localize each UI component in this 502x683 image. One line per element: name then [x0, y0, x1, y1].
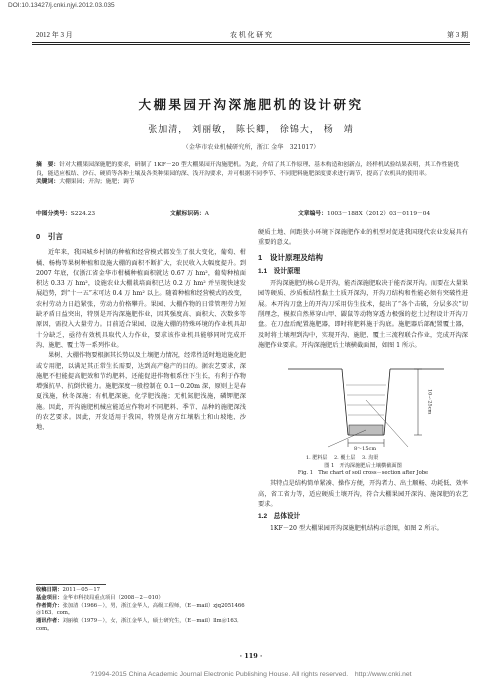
design-principle-paragraph: 开沟深施肥的核心是开沟，能否深施肥取决于能否深开沟。而要在大量果园等硬质、沙质板结性黏土土质开深沟，开沟刀结构和性能必须有突破性进展。本开沟刀盘上的开沟刀采用仿生技术，提出了“各个击破，分层多次”切削理念，模拟自然界穿山甲、鼹鼠等动物穿透力极强的挖土过程设计开沟刀盘。在刀盘后配置施肥器，即时将肥料施于沟底。施肥器后部配置覆土器，及时将土壤埋到沟中，实现开沟、施肥、覆土三流程联合作业，完成开沟深施肥作业要求。开沟深施肥后土壤横截面图，如图 1 所示。	[258, 280, 468, 349]
article-number	[298, 208, 430, 217]
intro-paragraph-2: 果树、大棚作物要根据其长势以及土壤肥力情况，经常性适时地追施化肥或专用肥，以满足其正常生长需要，达到高产稳产的目的。据农艺要求，深施肥不但能提高肥效和节约肥料，还能促进作物根系往下生长，有利于作物增强抗旱、抗倒伏能力。施肥深度一般控制在 0.1～0.20m 深，原则上是春夏浅施，秋冬深施；有机肥深施，化学肥浅施；无机氮肥浅施，磷钾肥深施。因此，开沟施肥机械应能适应作物对不同肥料、季节、品种的施肥深浅的农艺要求。因此，开发适用于我国，特别是南方红壤粘土和山坡地、沙地、	[36, 352, 246, 432]
fund-label: 基金项目：	[36, 594, 63, 601]
abstract-text: 针对大棚果园深施肥的要求，研制了 1KF－20 型大棚果园开沟施肥机。为此，介绍了其工作原理、基本构造和创新点，经样机试验结果表明，其工作性能优良，能适应板结、沙石、硬质等各种土壤及各类种果园的深、浅开沟要求，并可根据不同季节、不同肥料施肥深度要求进行调节，提高了农机具的使用率。	[36, 162, 460, 177]
fund-text: 金华市科技局重点项目（2008－2－010）	[62, 594, 164, 601]
page-number: · 119 ·	[239, 652, 263, 660]
width-label: 8～15cm	[354, 446, 377, 453]
figure-caption-en: Fig. 1 The chart of soil cross－section after Jobe	[297, 470, 429, 477]
subsection-1-2-heading: 1.2 总体设计	[258, 513, 301, 521]
header-issue: 第 3 期	[447, 31, 468, 39]
abstract-block	[36, 161, 466, 187]
keywords-label: 关键词：	[36, 179, 60, 186]
author-bio-text: 张加清（1966－），男，浙江金华人，高级工程师，（E－mail）zjq2051466＠163．com。	[36, 602, 245, 617]
received-date: 2011－05－17	[62, 587, 101, 593]
affiliation: （金华市农业机械研究所，浙江 金华 321017）	[182, 144, 320, 151]
doc-code-value: A	[204, 211, 209, 217]
legend-fertilizer-layer: 1. 肥料层	[306, 455, 328, 462]
footnotes	[36, 587, 246, 634]
corresponding-label: 通讯作者：	[36, 618, 63, 625]
legend-covering-layer: 2. 覆土层	[333, 455, 356, 462]
article-label: 文章编号：	[298, 211, 327, 217]
figure-1	[258, 355, 468, 477]
intro-paragraph-1: 近年来，我国城乡村镇的种植和经营模式都发生了很大变化，葡萄、柑橘、杨梅等果树种植和设施大棚的面积不断扩大，农民收入大幅度提升。到 2007 年底，仅浙江省金华市柑橘种植面积就达 0.67 万 hm²，葡萄种植面积达 0.33 万 hm²，设施农业大棚栽培面积已达 0.2 万 hm² 并呈现快速发展趋势，到“十一五”末可达 0.4 万 hm² 以上。随着种植和经营模式的改变，农村劳动力日趋紧张，劳动力价格攀升。果园、大棚作物的日常管理劳力短缺矛盾日益突出，特别是开沟深施肥作业，因其强度高、面积大、次数多等原因，需投入大量劳力。目前适合果园、设施大棚的特殊环境的作业机具却十分缺乏，亟待有效机具取代人力作业，要求该作业机具能够同时完成开沟、施肥、覆土等一系列作业。	[36, 249, 246, 349]
abstract-label: 摘 要：	[36, 162, 60, 168]
clc-value: S224.23	[70, 211, 96, 217]
header-date: 2012 年 3 月	[36, 31, 73, 39]
doi-text: DOI:10.13427/j.cnki.njyi.2012.03.035	[8, 2, 115, 9]
footnote-rule	[36, 584, 106, 585]
clc-label: 中图分类号：	[36, 211, 71, 217]
header-rule-thin	[32, 44, 470, 45]
corresponding-text: 刘丽敏（1979－），女，浙江金华人，硕士研究生，（E－mail）llm＠163．com。	[36, 618, 243, 632]
subsection-1-1-heading: 1.1 设计原理	[258, 267, 301, 275]
keywords-text: 大棚果园；开沟；施肥；调节	[59, 179, 135, 186]
soil-cross-section-diagram	[258, 355, 468, 451]
paper-title: 大棚果园开沟深施肥机的设计研究	[138, 97, 364, 112]
doc-code	[170, 208, 209, 217]
header-journal: 农 机 化 研 究	[230, 31, 272, 39]
author-bio-label: 作者简介：	[36, 602, 63, 609]
overall-design-paragraph: 1KF－20 型大棚果园开沟深施肥机结构示意图，如图 2 所示。	[270, 525, 443, 533]
figure-caption-cn: 图 1 开沟深施肥后土壤横截面图	[324, 463, 402, 470]
depth-label: 10～25cm	[426, 389, 433, 415]
continued-paragraph: 硬质土地、间距狭小环境下深施肥作业的机型对促进我国现代农业发展具有重要的意义。	[258, 229, 468, 247]
section-1-heading: 1 设计原理及结构	[258, 252, 323, 262]
right-column	[258, 228, 468, 535]
copyright-footer: ?1994-2015 China Academic Journal Electronic Publishing House. All rights reserved. http://www.cnki.net	[90, 671, 412, 678]
doc-code-label: 文献标识码：	[170, 211, 205, 217]
authors: 张加清， 刘丽敏， 陈长卿， 徐锦大， 杨 靖	[148, 125, 354, 135]
left-column	[36, 228, 246, 434]
section-intro-heading: 0 引言	[36, 232, 64, 241]
header-rule	[32, 42, 470, 43]
clc-number	[36, 208, 95, 217]
received-label: 收稿日期：	[36, 587, 63, 593]
features-paragraph: 其特点是结构简单紧凑、操作方便，开沟者力、出土顺畅、功耗低、效率高，省工省力等，适应硬质土壤开沟，符合大棚果园开深沟、施深肥的农艺要求。	[258, 480, 468, 508]
legend-furrow: 3. 沟渠	[361, 455, 379, 462]
article-value: 1003－188X（2012）03－0119－04	[327, 211, 431, 217]
